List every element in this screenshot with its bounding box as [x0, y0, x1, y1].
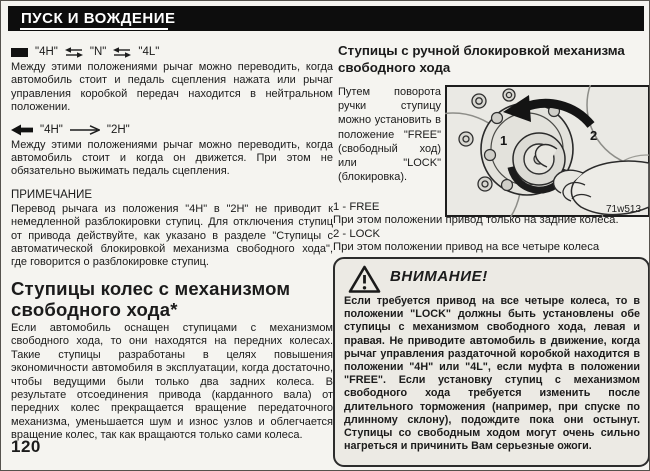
- legend-desc-lock: При этом положении привод на все четыре колеса: [333, 241, 600, 253]
- figure-label-1: 1: [500, 133, 508, 148]
- gear-positions-line-1: [11, 45, 333, 59]
- gear-token-to: "2H": [106, 123, 130, 136]
- gear-positions-line-2: [11, 123, 333, 137]
- manual-hubs-intro: Путем поворота ручки ступицу можно установить в положение "FREE" (свободный ход) или "LOCK" (блокировка).: [338, 86, 441, 184]
- freewheel-hubs-paragraph: Если автомобиль оснащен ступицами с механизмом свободного хода, то они находятся на передних колесах. Такие ступицы разработаны в целях повышения экономичности автомобиля в эксплуатации, когда достаточно, чтобы ведущими были только два задних колеса. В результате отсоединения привода (карданного вала) от передних колес прекращается вращение передаточного механизма, уменьшается шум и износ узлов и облегчается вращение колес, так как вращаются только сами колеса.: [11, 321, 333, 442]
- legend-term-free: 1 - FREE: [333, 201, 380, 213]
- gear-token-n: "N": [89, 46, 107, 58]
- legend-term-lock: 2 - LOCK: [333, 228, 381, 240]
- gear-token-4h: "4H": [35, 46, 58, 58]
- gear-token-from: "4H": [40, 123, 63, 136]
- chapter-title: ПУСК И ВОЖДЕНИЕ: [21, 10, 176, 27]
- figure-label-2: 2: [590, 128, 598, 143]
- section-heading-manual-hubs: Ступицы с ручной блокировкой механизма свободного хода: [338, 43, 625, 75]
- figure-code: 71w513: [606, 204, 642, 215]
- gear-token-4l: "4L": [138, 46, 160, 58]
- note-label: ПРИМЕЧАНИЕ: [11, 188, 93, 201]
- note-paragraph: Перевод рычага из положения "4H" в "2H" не приводит к немедленной разблокировки ступиц. Для отключения ступиц от привода действуйте, как указано в разделе "Ступицы с автоматической блокировкой механизма свободного хода", где говорится о разблокировке ступиц.: [11, 202, 333, 269]
- section-heading-freewheel-hubs: Ступицы колес с механизмом свободного хода*: [11, 277, 291, 320]
- thick-left-arrow-icon: [11, 124, 33, 136]
- hub-illustration: [445, 85, 650, 217]
- two-way-arrow-icon: [113, 47, 131, 58]
- page-number: 120: [11, 437, 41, 456]
- gear-line-2-paragraph: Между этими положениями рычаг можно переводить, когда автомобиль стоит и когда он движется. При этом не обязательно выжимать педаль сцепления.: [11, 138, 333, 178]
- chapter-title-underline: [20, 28, 168, 30]
- warning-box: [333, 257, 650, 467]
- warning-triangle-icon: [348, 265, 381, 294]
- long-right-arrow-icon: [70, 125, 100, 135]
- warning-body: Если требуется привод на все четыре колеса, то в положении "LOCK" должны быть установлены обе ступицы с механизмом свободного хода, левая и правая. Не приводите автомобиль в движение, когда рычаг управления раздаточной коробкой находится в положении "4H" или "4L", если муфта в положении "FREE". Если установку ступиц с механизмом свободного хода требуется изменить после длительного торможения (например, при спуске по длинному склону), подождите пока они остынут. Ступицы со свободным ходом могут очень сильно нагреться и причинить Вам серьезные ожоги.: [344, 295, 640, 453]
- section-marker-icon: [11, 48, 28, 57]
- two-way-arrow-icon: [65, 47, 83, 58]
- gear-line-1-paragraph: Между этими положениями рычаг можно переводить, когда автомобиль стоит и педаль сцепления нажата или рычаг управления коробкой передач находится в нейтральном положении.: [11, 61, 333, 114]
- warning-title: ВНИМАНИЕ!: [390, 268, 488, 285]
- legend-desc-free: При этом положении привод только на задние колеса.: [333, 214, 619, 226]
- left-column: [11, 45, 333, 443]
- chapter-header-bar: [8, 6, 644, 31]
- hub-drawing: [445, 85, 650, 217]
